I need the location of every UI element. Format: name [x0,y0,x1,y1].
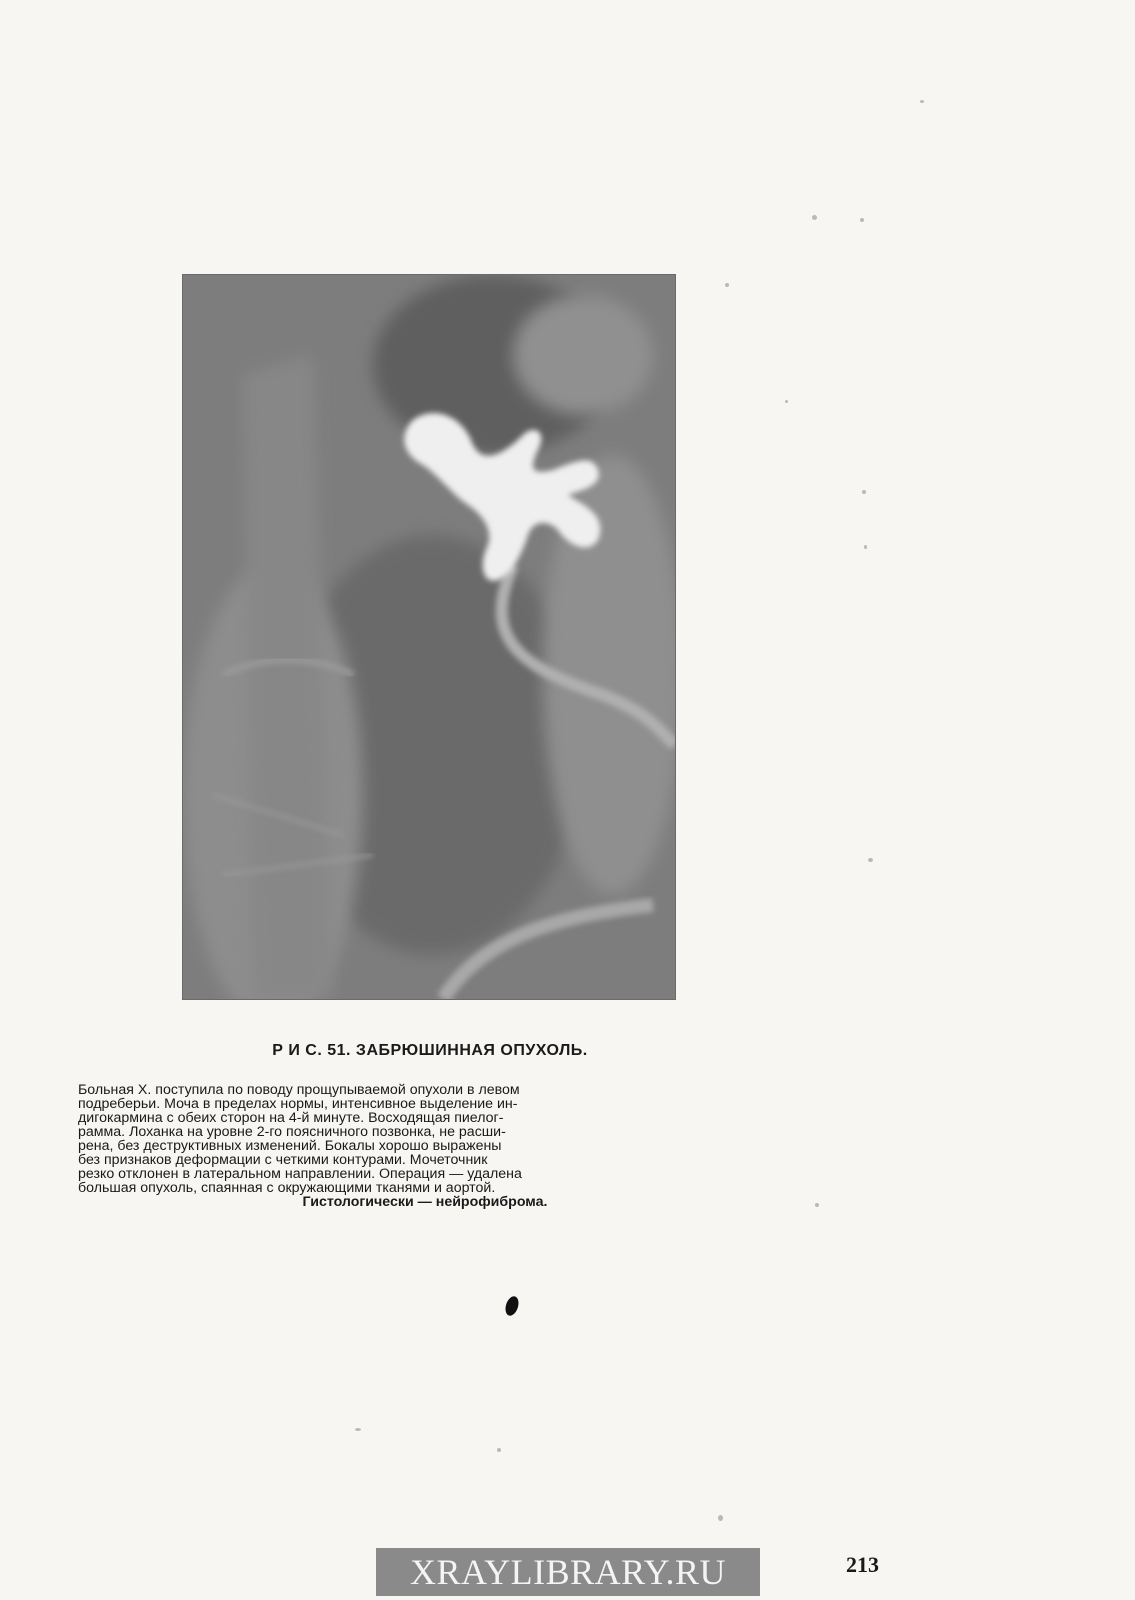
scan-speck [815,1203,819,1207]
scan-speck [718,1515,723,1521]
figure-caption-text [78,1083,772,1209]
ink-mark [503,1295,521,1318]
caption-line: подреберьи. Моча в пределах нормы, интенсивное выделение ин- [78,1096,518,1112]
scan-speck [497,1448,501,1452]
scan-speck [920,100,924,103]
scan-speck [355,1428,361,1431]
scan-speck [785,400,788,403]
caption-line: Больная Х. поступила по поводу прощупываемой опухоли в левом [78,1082,520,1098]
caption-line: дигокармина с обеих сторон на 4-й минуте. Восходящая пиелог- [78,1110,504,1126]
caption-line: рена, без деструктивных изменений. Бокалы хорошо выражены [78,1138,502,1154]
figure-caption-title: Р И С. 51. ЗАБРЮШИННАЯ ОПУХОЛЬ. [272,1042,588,1059]
scan-speck [812,215,817,220]
caption-line: большая опухоль, спаянная с окружающими тканями и аортой. [78,1180,496,1196]
scan-speck [864,545,867,549]
page-number: 213 [846,1552,879,1577]
watermark-banner: XRAYLIBRARY.RU [376,1548,760,1596]
caption-line: без признаков деформации с четкими контурами. Мочеточник [78,1152,488,1168]
scan-speck [860,218,864,222]
scan-speck [862,490,866,494]
xray-image [183,275,675,999]
caption-conclusion: Гистологически — нейрофиброма. [302,1194,548,1210]
scan-speck [725,283,729,287]
pyelogram-radiograph [183,275,675,999]
scan-speck [868,858,873,862]
caption-line: резко отклонен в латеральном направлении. Операция — удалена [78,1166,522,1182]
caption-line: рамма. Лоханка на уровне 2-го поясничного позвонка, не расши- [78,1124,506,1140]
